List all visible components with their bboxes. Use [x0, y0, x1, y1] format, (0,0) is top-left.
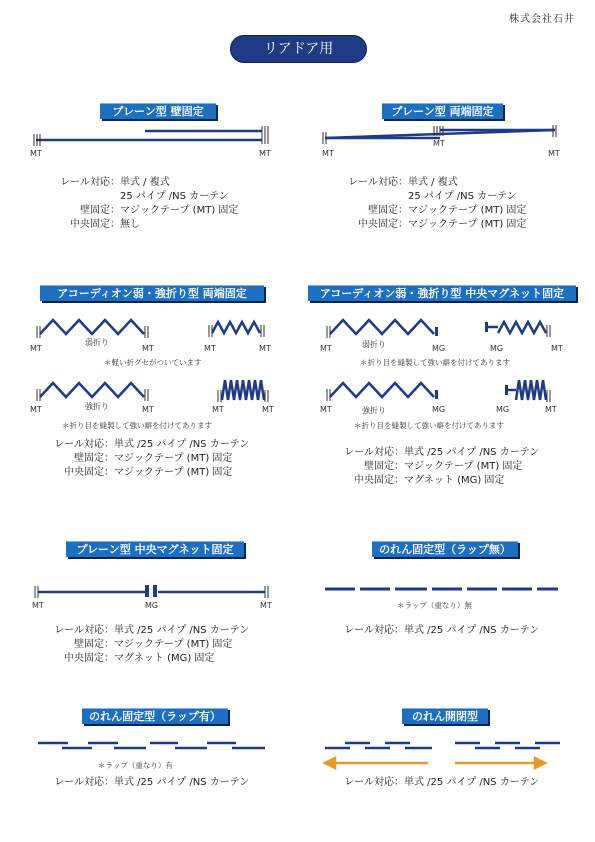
section-header-noren-with-lap: のれん固定型（ラップ有）: [82, 708, 228, 724]
mg-label: MG: [145, 601, 159, 610]
mt-label: MT: [320, 344, 332, 353]
weak-fold-label: 弱折り: [85, 338, 109, 347]
spec-list: レール対応：単式 /25 パイプ /NS カーテン: [344, 625, 540, 636]
strong-fold-note: ＊折り目を縫製して強い癖を付けてあります: [354, 421, 504, 430]
mt-label: MT: [262, 405, 274, 414]
no-lap-note: ＊ラップ（重なり）無: [397, 601, 472, 610]
page-title: リアドア用: [230, 35, 367, 63]
strong-fold-label: 強折り: [85, 402, 109, 411]
strong-fold-note: ＊折り目を縫製して強い癖を付けてあります: [62, 421, 212, 430]
spec-list: レール対応：単式 /25 パイプ /NS カーテン: [344, 777, 540, 788]
spec-list: レール対応：単式 /25 パイプ /NS カーテン: [54, 777, 250, 788]
section-header-plain-center-magnet: プレーン型 中央マグネット固定: [66, 541, 244, 557]
spec-list: レール対応：単式 / 複式 25 パイプ /NS カーテン 壁固定：マジックテープ (MT) 固定 中央固定：マジックテープ (MT) 固定: [348, 177, 527, 230]
weak-fold-label: 弱折り: [362, 340, 386, 349]
section-header-plain-both-ends: プレーン型 両端固定: [382, 103, 503, 119]
weak-fold-note: ＊折り目を縫製して強い癖を付けてあります: [360, 358, 510, 367]
mg-label: MG: [432, 405, 446, 414]
strong-fold-label: 強折り: [362, 406, 386, 415]
weak-fold-note: ＊軽い折グセがついています: [104, 358, 202, 367]
mt-label: MT: [545, 405, 557, 414]
mt-label: MT: [548, 149, 560, 158]
mt-label: MT: [30, 405, 42, 414]
company-name: 株式会社石井: [509, 14, 575, 25]
spec-list: レール対応：単式 / 複式 25 パイプ /NS カーテン 壁固定：マジックテープ (MT) 固定 中央固定：無し: [60, 177, 239, 230]
spec-list: レール対応：単式 /25 パイプ /NS カーテン 壁固定：マジックテープ (MT) 固定 中央固定：マグネット (MG) 固定: [344, 447, 540, 486]
mt-label: MT: [142, 344, 154, 353]
section-header-noren-no-lap: のれん固定型（ラップ無）: [372, 541, 518, 557]
mg-label: MG: [432, 344, 446, 353]
spec-list: レール対応：単式 /25 パイプ /NS カーテン 壁固定：マジックテープ (MT) 固定 中央固定：マジックテープ (MT) 固定: [54, 439, 250, 478]
mt-label: MT: [30, 149, 42, 158]
mt-label: MT: [204, 344, 216, 353]
mt-label: MT: [259, 344, 271, 353]
mt-label: MT: [322, 149, 334, 158]
mt-label: MT: [433, 139, 445, 148]
mg-label: MG: [496, 405, 510, 414]
mt-label: MT: [212, 405, 224, 414]
mt-label: MT: [260, 601, 272, 610]
section-header-noren-opening: のれん開閉型: [402, 708, 488, 724]
open-arrows-icon: [325, 758, 545, 768]
mt-label: MT: [32, 601, 44, 610]
mt-label: MT: [259, 149, 271, 158]
mt-label: MT: [551, 344, 563, 353]
mt-label: MT: [30, 344, 42, 353]
section-header-accordion-center-magnet: アコーディオン弱・強折り型 中央マグネット固定: [308, 285, 576, 301]
section-header-accordion-both-ends: アコーディオン弱・強折り型 両端固定: [40, 285, 264, 301]
mt-label: MT: [142, 405, 154, 414]
section-header-plain-wall: プレーン型 壁固定: [100, 103, 216, 119]
mg-label: MG: [490, 344, 504, 353]
lap-note: ＊ラップ（重なり）有: [98, 761, 173, 770]
spec-list: レール対応：単式 /25 パイプ /NS カーテン 壁固定：マジックテープ (MT) 固定 中央固定：マグネット (MG) 固定: [54, 625, 250, 664]
mt-label: MT: [320, 405, 332, 414]
